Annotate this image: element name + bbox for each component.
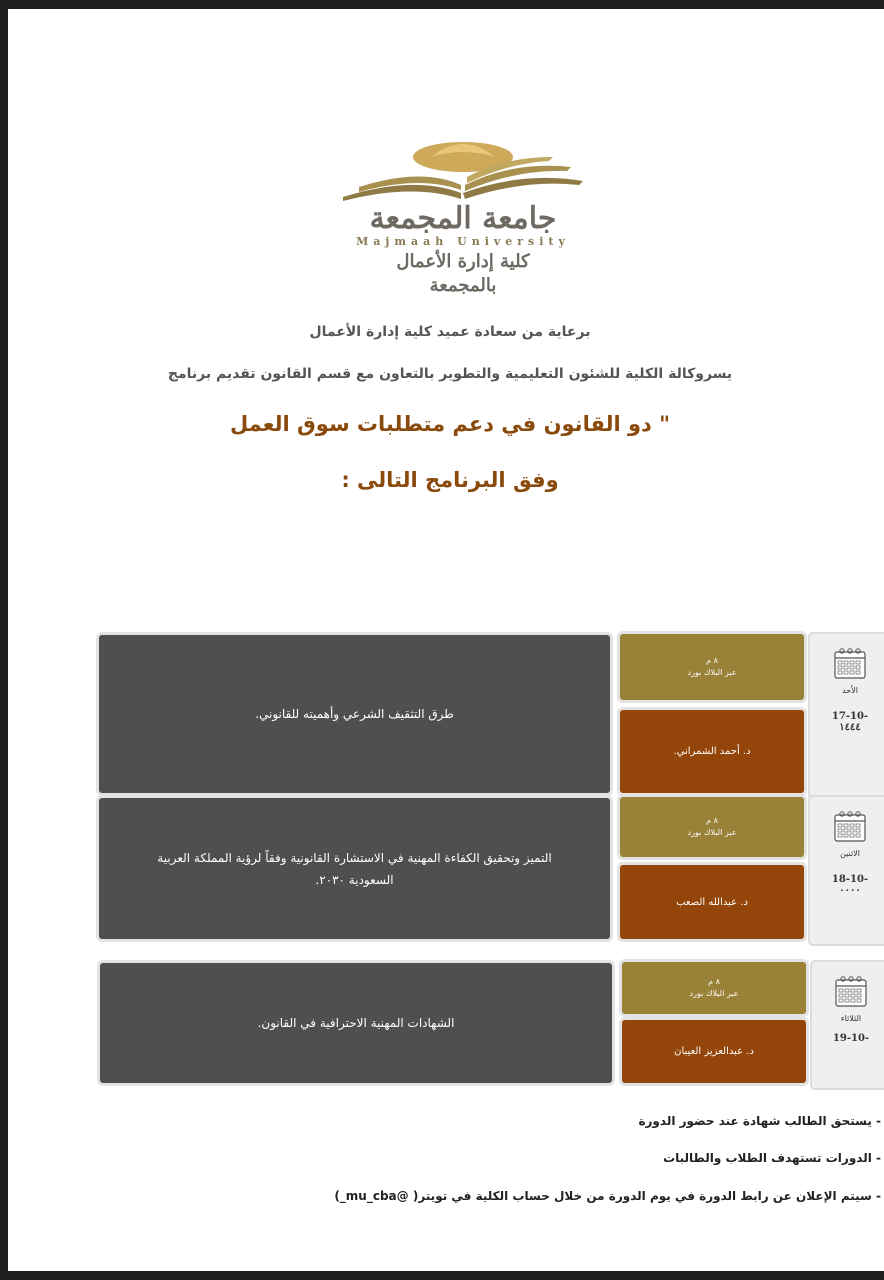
calendar-icon [833,809,867,843]
calendar-icon [834,974,868,1008]
session-platform: عبر البلاك بورد [687,828,737,837]
session-topic [96,795,613,942]
session-topic-text: الشهادات المهنية الاحترافية في القانون. [257,1016,455,1030]
session-date-value: 17-10- [831,711,869,722]
session-day: الاثنين [840,849,860,858]
note-audience: - الدورات تستهدف الطلاب والطالبات [663,1151,881,1165]
session-day: الثلاثاء [840,1014,862,1023]
session-topic-text: التميز وتحقيق الكفاءة المهنية في الاستشارة القانونية وفقاً لرؤية المملكة العربية السعودية ٢٠٣٠. [157,850,552,887]
session-topic-text: طرق التثقيف الشرعي وأهميته للقانوني. [255,707,454,721]
university-english-name: Majmaah University [356,235,570,248]
session-presenter [619,1017,809,1086]
session-presenter [617,862,807,942]
session-time-text: ٨ م [706,656,718,665]
session-date-card [808,795,884,946]
session-date-year: ١٤٤٤ [839,722,861,733]
session-date [833,1033,869,1044]
session-topic [97,960,615,1086]
program-intro-line: يسروكالة الكلية للشئون التعليمية والتطوير بالتعاون مع قسم القانون تقديم برنامج [167,366,733,382]
calendar-icon [833,646,867,680]
book-emblem-icon [303,135,623,205]
session-date [832,711,868,733]
session-topic [96,632,613,796]
session-date-card [810,960,884,1090]
session-presenter-name: د. عبدالعزيز العيبان [674,1046,754,1057]
session-date-card [808,632,884,800]
note-certificate: - يستحق الطالب شهادة عند حضور الدورة [638,1114,881,1128]
college-city: بالمجمعة [429,275,497,296]
flyer-page [8,9,884,1271]
university-arabic-name: جامعة المجمعة [369,201,557,236]
session-platform: عبر البلاك بورد [687,668,737,677]
session-presenter-name: د. عبدالله الصعب [676,896,748,908]
session-platform: عبر البلاك بورد [689,989,739,998]
session-date-year: ٠٠٠٠ [839,885,861,896]
session-time [617,794,807,860]
session-presenter [617,707,807,796]
session-time [619,959,809,1017]
session-time [617,631,807,703]
note-twitter-link: - سيتم الإعلان عن رابط الدورة في يوم الدورة من خلال حساب الكلية في تويتر( @mu_cba_) [334,1189,881,1203]
session-day: الأحد [842,686,858,695]
session-date-value: 19-10- [832,1033,870,1044]
session-date [832,874,868,896]
session-date-value: 18-10- [831,874,869,885]
session-time-text: ٨ م [708,977,720,986]
sponsor-line: برعاية من سعادة عميد كلية إدارة الأعمال [309,324,591,340]
program-title: " دو القانون في دعم متطلبات سوق العمل [229,412,671,436]
session-time-text: ٨ م [706,816,718,825]
program-subtitle: وفق البرنامج التالى : [341,468,559,492]
university-logo [303,135,623,305]
session-presenter-name: د. أحمد الشمراني. [673,746,751,757]
college-name: كلية إدارة الأعمال [396,251,530,272]
